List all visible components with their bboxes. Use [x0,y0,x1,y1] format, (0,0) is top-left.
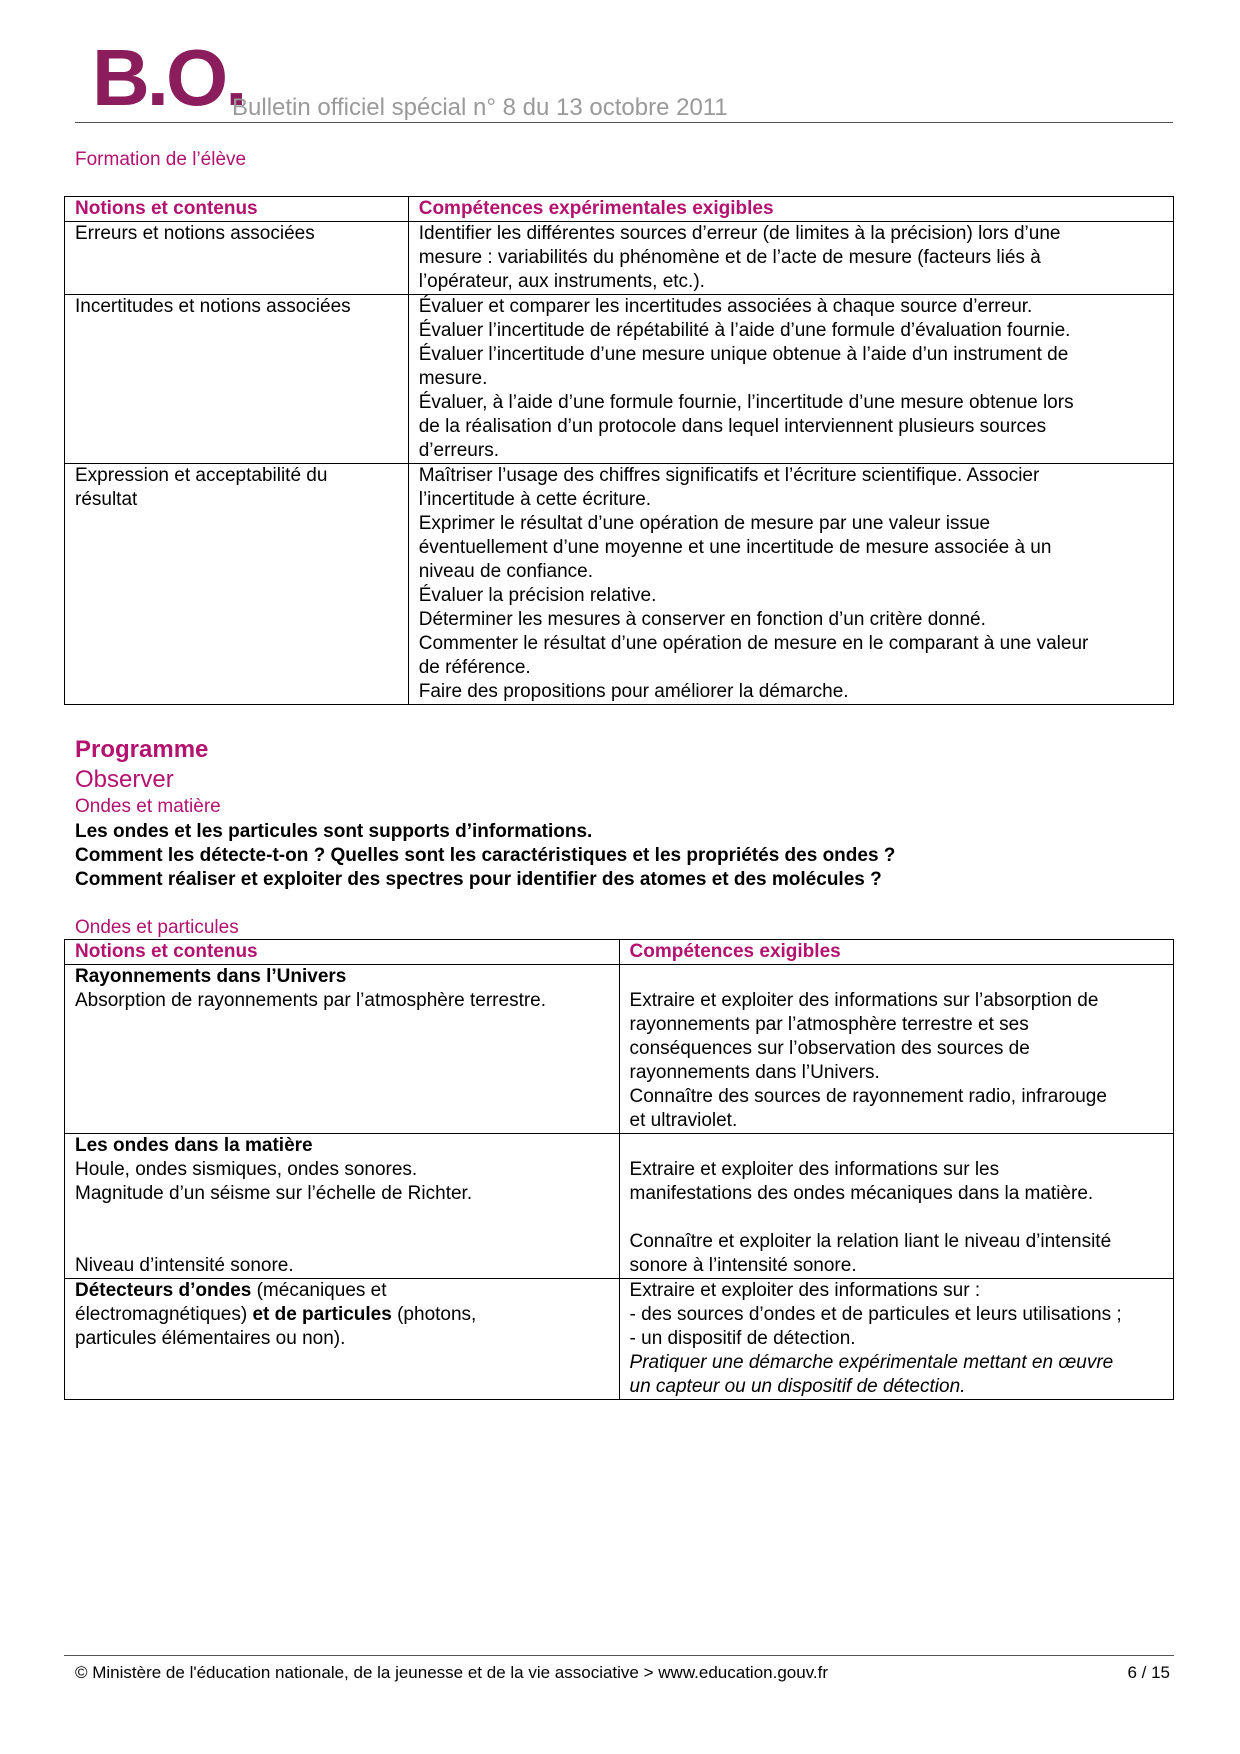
competence-line: niveau de confiance. [418,561,594,582]
competence-line: l’opérateur, aux instruments, etc.). [418,271,705,292]
col-header-notions: Notions et contenus [65,197,409,222]
table-row [65,295,1174,464]
competence-line: Maîtriser l’usage des chiffres significatifs et l’écriture scientifique. Associer [418,465,1040,486]
competence-cell [619,1134,1173,1279]
competence-line: - des sources d’ondes et de particules et leurs utilisations ; [629,1304,1122,1325]
spacer [630,1134,1163,1158]
notion-title: Les ondes dans la matière [75,1135,313,1156]
question-line: Comment réaliser et exploiter des spectres pour identifier des atomes et des molécules ? [75,869,882,890]
notion-fragment: électromagnétiques) [75,1304,253,1325]
col-header-notions: Notions et contenus [65,940,620,965]
spacer [630,1206,1163,1230]
competence-line: Évaluer la précision relative. [418,585,657,606]
competence-cell [619,965,1173,1134]
table-row [65,222,1174,295]
competence-line: sonore à l’intensité sonore. [629,1255,857,1276]
competence-line: Extraire et exploiter des informations sur l’absorption de [629,990,1099,1011]
notion-text: Expression et acceptabilité du [75,465,328,486]
competence-line: Évaluer l’incertitude de répétabilité à l’aide d’une formule d’évaluation fournie. [418,320,1071,341]
programme-theme: Ondes et matière [75,796,221,817]
competence-line: mesure : variabilités du phénomène et de l’acte de mesure (facteurs liés à [418,247,1041,268]
notion-cell [65,464,409,705]
notion-bold: et de particules [252,1304,392,1325]
col-header-competences: Compétences exigibles [619,940,1173,965]
table-header-row [65,940,1174,965]
competence-line: Évaluer, à l’aide d’une formule fournie, l’incertitude d’une mesure obtenue lors [418,392,1074,413]
competence-line-italic: un capteur ou un dispositif de détection. [629,1376,966,1397]
notion-text [75,1279,609,1303]
competence-line: - un dispositif de détection. [629,1328,856,1349]
notion-text: Houle, ondes sismiques, ondes sonores. [75,1159,418,1180]
col-header-competences: Compétences expérimentales exigibles [408,197,1173,222]
notion-text: Absorption de rayonnements par l’atmosphère terrestre. [75,990,547,1011]
competence-cell [408,222,1173,295]
notion-cell [65,222,409,295]
spacer [630,965,1163,989]
competence-cell [408,464,1173,705]
notion-text: résultat [75,489,138,510]
notion-cell [65,965,620,1134]
notion-text: Incertitudes et notions associées [75,296,351,317]
notion-text [75,1303,609,1327]
competence-line: conséquences sur l’observation des sources de [629,1038,1030,1059]
ondes-table [64,939,1174,1400]
spacer [75,1206,609,1254]
competence-line: de la réalisation d’un protocole dans lequel interviennent plusieurs sources [418,416,1047,437]
competence-cell [619,1279,1173,1400]
competence-line-italic: Pratiquer une démarche expérimentale mettant en œuvre [629,1352,1114,1373]
programme-questions [75,820,895,892]
programme-title: Programme [75,736,209,763]
table-header-row [65,197,1174,222]
competence-line: Connaître des sources de rayonnement radio, infrarouge [629,1086,1107,1107]
table-row [65,965,1174,1134]
competence-line: Identifier les différentes sources d’erreur (de limites à la précision) lors d’une [418,223,1061,244]
notion-text: Magnitude d’un séisme sur l’échelle de Richter. [75,1183,473,1204]
competence-line: et ultraviolet. [629,1110,738,1131]
competence-line: Exprimer le résultat d’une opération de mesure par une valeur issue [418,513,991,534]
page-number: 6 / 15 [1127,1663,1170,1682]
footer-copyright: © Ministère de l'éducation nationale, de la jeunesse et de la vie associative > www.education.gouv.fr [75,1663,829,1682]
competence-line: Déterminer les mesures à conserver en fonction d’un critère donné. [418,609,986,630]
notion-cell [65,295,409,464]
competence-line: d’erreurs. [418,440,499,461]
competence-line: Connaître et exploiter la relation liant le niveau d’intensité [629,1231,1112,1252]
notion-text: Niveau d’intensité sonore. [75,1255,294,1276]
table-row [65,1134,1174,1279]
table-row [65,464,1174,705]
competence-cell [408,295,1173,464]
competence-line: rayonnements par l’atmosphère terrestre et ses [629,1014,1029,1035]
header-divider [75,122,1173,123]
question-line: Les ondes et les particules sont supports d’informations. [75,821,593,842]
formation-table [64,196,1174,705]
table-row [65,1279,1174,1400]
competence-line: mesure. [418,368,488,389]
notion-fragment: (mécaniques et [251,1280,387,1301]
notion-cell [65,1134,620,1279]
competence-line: Extraire et exploiter des informations sur les [629,1159,1000,1180]
competence-line: Évaluer l’incertitude d’une mesure unique obtenue à l’aide d’un instrument de [418,344,1069,365]
notion-text: Erreurs et notions associées [75,223,315,244]
competence-line: Extraire et exploiter des informations sur : [629,1280,981,1301]
notion-cell [65,1279,620,1400]
competence-line: Faire des propositions pour améliorer la démarche. [418,681,849,702]
notion-bold: Détecteurs d’ondes [75,1280,252,1301]
bulletin-title: Bulletin officiel spécial n° 8 du 13 octobre 2011 [232,94,728,121]
programme-subtitle: Observer [75,766,174,793]
competence-line: de référence. [418,657,531,678]
competence-line: rayonnements dans l’Univers. [629,1062,880,1083]
ondes-section-label: Ondes et particules [75,917,239,938]
notion-title: Rayonnements dans l’Univers [75,966,347,987]
notion-text: particules élémentaires ou non). [75,1328,346,1349]
formation-section-label: Formation de l’élève [75,149,247,170]
competence-line: l’incertitude à cette écriture. [418,489,652,510]
bo-logo: B.O. [92,33,245,122]
notion-fragment: (photons, [391,1304,477,1325]
competence-line: Commenter le résultat d’une opération de mesure en le comparant à une valeur [418,633,1089,654]
competence-line: Évaluer et comparer les incertitudes associées à chaque source d’erreur. [418,296,1033,317]
footer-divider [64,1655,1174,1656]
question-line: Comment les détecte-t-on ? Quelles sont les caractéristiques et les propriétés des ondes ? [75,845,896,866]
competence-line: éventuellement d’une moyenne et une incertitude de mesure associée à un [418,537,1052,558]
competence-line: manifestations des ondes mécaniques dans la matière. [629,1183,1094,1204]
